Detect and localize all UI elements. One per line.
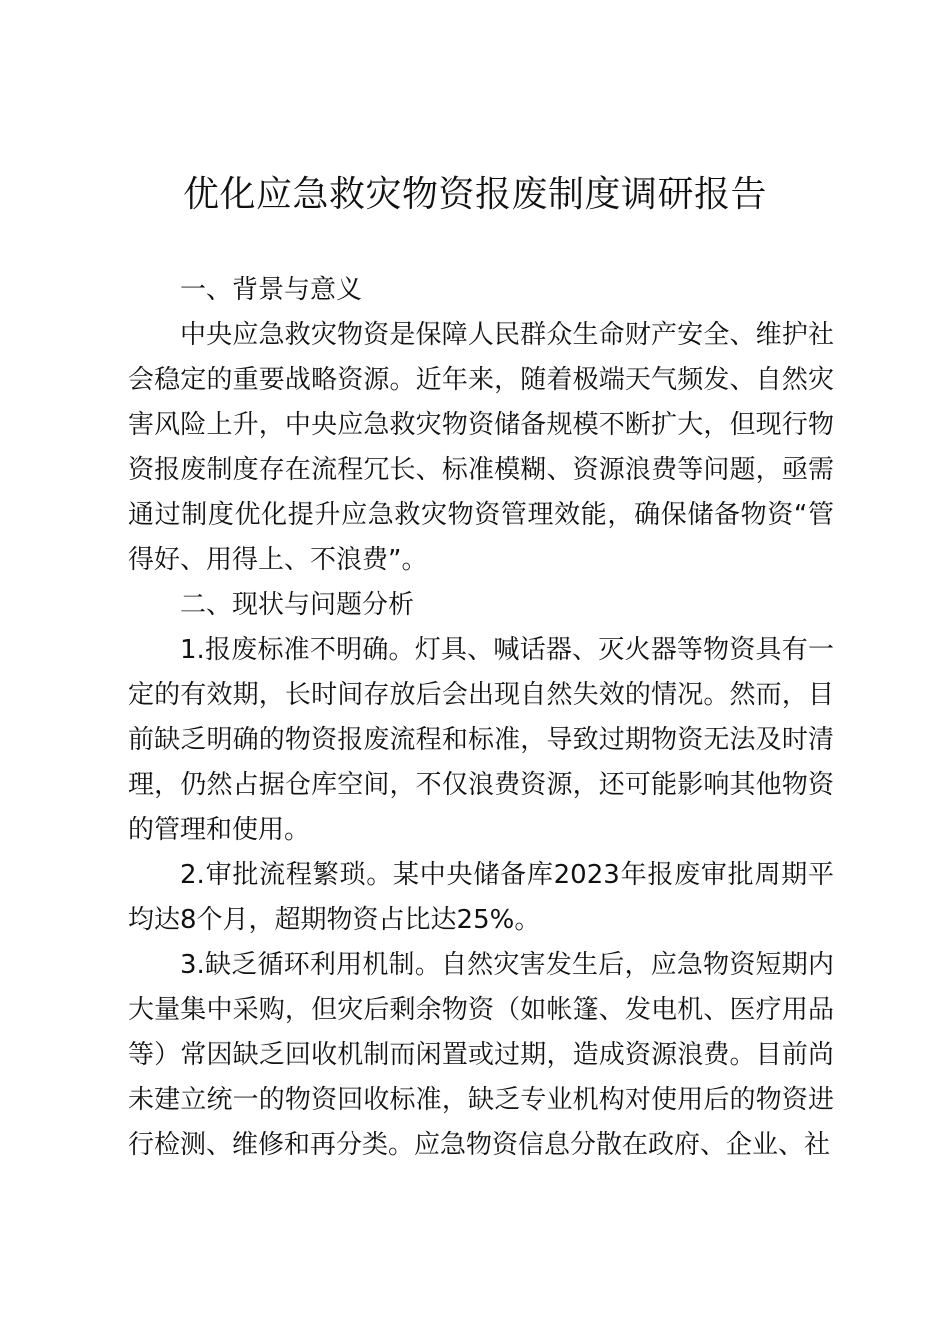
- paragraph-background: 中央应急救灾物资是保障人民群众生命财产安全、维护社会稳定的重要战略资源。近年来，随着极端天气频发、自然灾害风险上升，中央应急救灾物资储备规模不断扩大，但现行物资报废制度存在流程冗长、标准模糊、资源浪费等问题，亟需通过制度优化提升应急救灾物资管理效能，确保储备物资“管得好、用得上、不浪费”。: [128, 320, 834, 575]
- paragraph-issue-recycling: 3.缺乏循环利用机制。自然灾害发生后，应急物资短期内大量集中采购，但灾后剩余物资（如帐篷、发电机、医疗用品等）常因缺乏回收机制而闲置或过期，造成资源浪费。目前尚未建立统一的物资回收标准，缺乏专业机构对使用后的物资进行检测、维修和再分类。应急物资信息分散在政府、企业、社: [128, 950, 834, 1160]
- document-body: [128, 268, 834, 1168]
- paragraph-issue-approval: 2.审批流程繁琐。某中央储备库2023年报废审批周期平均达8个月，超期物资占比达25%。: [128, 860, 834, 935]
- paragraph-issue-standards: 1.报废标准不明确。灯具、喊话器、灭火器等物资具有一定的有效期，长时间存放后会出现自然失效的情况。然而，目前缺乏明确的物资报废流程和标准，导致过期物资无法及时清理，仍然占据仓库空间，不仅浪费资源，还可能影响其他物资的管理和使用。: [128, 635, 834, 845]
- document-title: 优化应急救灾物资报废制度调研报告: [182, 174, 767, 215]
- section-heading-background: 一、背景与意义: [180, 275, 363, 305]
- section-heading-analysis: 二、现状与问题分析: [180, 590, 415, 620]
